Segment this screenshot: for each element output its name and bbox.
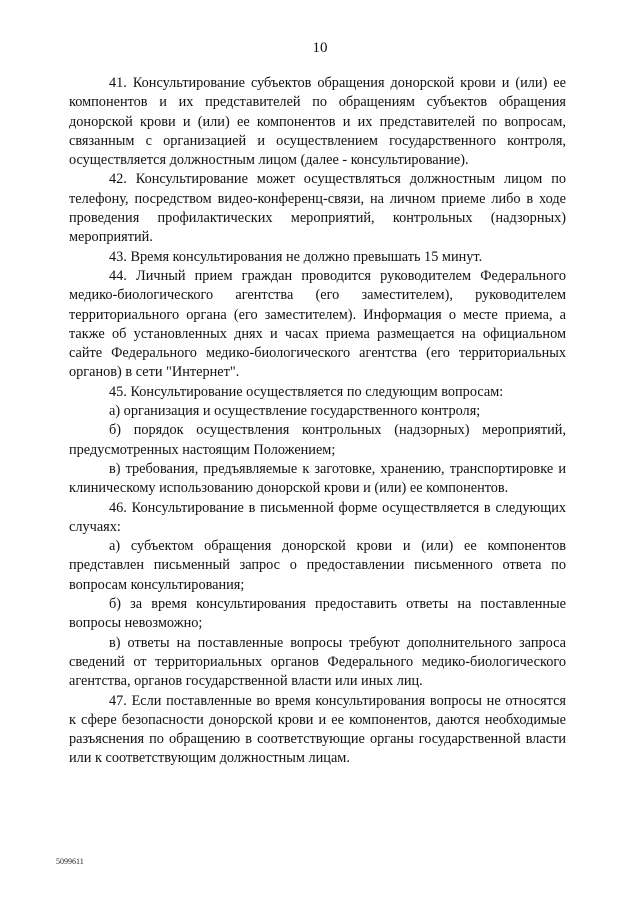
paragraph-45-item-v: в) требования, предъявляемые к заготовке, хранению, транспортировке и клиническому использованию донорской крови и (или) ее компонентов. (69, 460, 566, 497)
paragraph-45-item-b: б) порядок осуществления контрольных (надзорных) мероприятий, предусмотренных настоящим Положением; (69, 422, 566, 458)
document-body (69, 74, 566, 769)
paragraph-47: 47. Если поставленные во время консультирования вопросы не относятся к сфере безопасности донорской крови и ее компонентов, даются необходимые разъяснения по обращению в соответствующие органы государственной власти или к соответствующим должностным лицам. (69, 692, 566, 767)
paragraph-41: 41. Консультирование субъектов обращения донорской крови и (или) ее компонентов и их представителей по обращениям субъектов обращения донорской крови и (или) ее компонентов и их представителей по вопросам, связанным с организацией и осуществлением государственного контроля, осуществляется должностным лицом (далее - консультирование). (69, 75, 566, 169)
paragraph-42: 42. Консультирование может осуществляться должностным лицом по телефону, посредством видео-конференц-связи, на личном приеме либо в ходе проведения профилактических мероприятий, контрольных (надзорных) мероприятий. (69, 171, 566, 246)
paragraph-45-item-a: а) организация и осуществление государственного контроля; (109, 403, 481, 420)
page-number: 10 (312, 40, 328, 56)
paragraph-43: 43. Время консультирования не должно превышать 15 минут. (109, 248, 483, 265)
document-code: 5099611 (56, 857, 84, 866)
paragraph-46: 46. Консультирование в письменной форме осуществляется в следующих случаях: (69, 499, 566, 535)
paragraph-45: 45. Консультирование осуществляется по следующим вопросам: (109, 383, 504, 400)
paragraph-44: 44. Личный прием граждан проводится руководителем Федерального медико-биологического агентства (его заместителем), руководителем территориального органа (его заместителем). Информация о месте приема, а также об установленных днях и часах приема размещается на официальном сайте Федерального медико-биологического агентства (его территориальных органов) в сети "Интернет". (69, 267, 566, 381)
paragraph-46-item-v: в) ответы на поставленные вопросы требуют дополнительного запроса сведений от территориальных органов Федерального медико-биологического агентства, органов государственной власти или иных лиц. (69, 634, 566, 690)
paragraph-46-item-a: а) субъектом обращения донорской крови и (или) ее компонентов представлен письменный запрос о предоставлении письменного ответа по вопросам консультирования; (69, 538, 566, 593)
paragraph-46-item-b: б) за время консультирования предоставить ответы на поставленные вопросы невозможно; (69, 596, 566, 632)
